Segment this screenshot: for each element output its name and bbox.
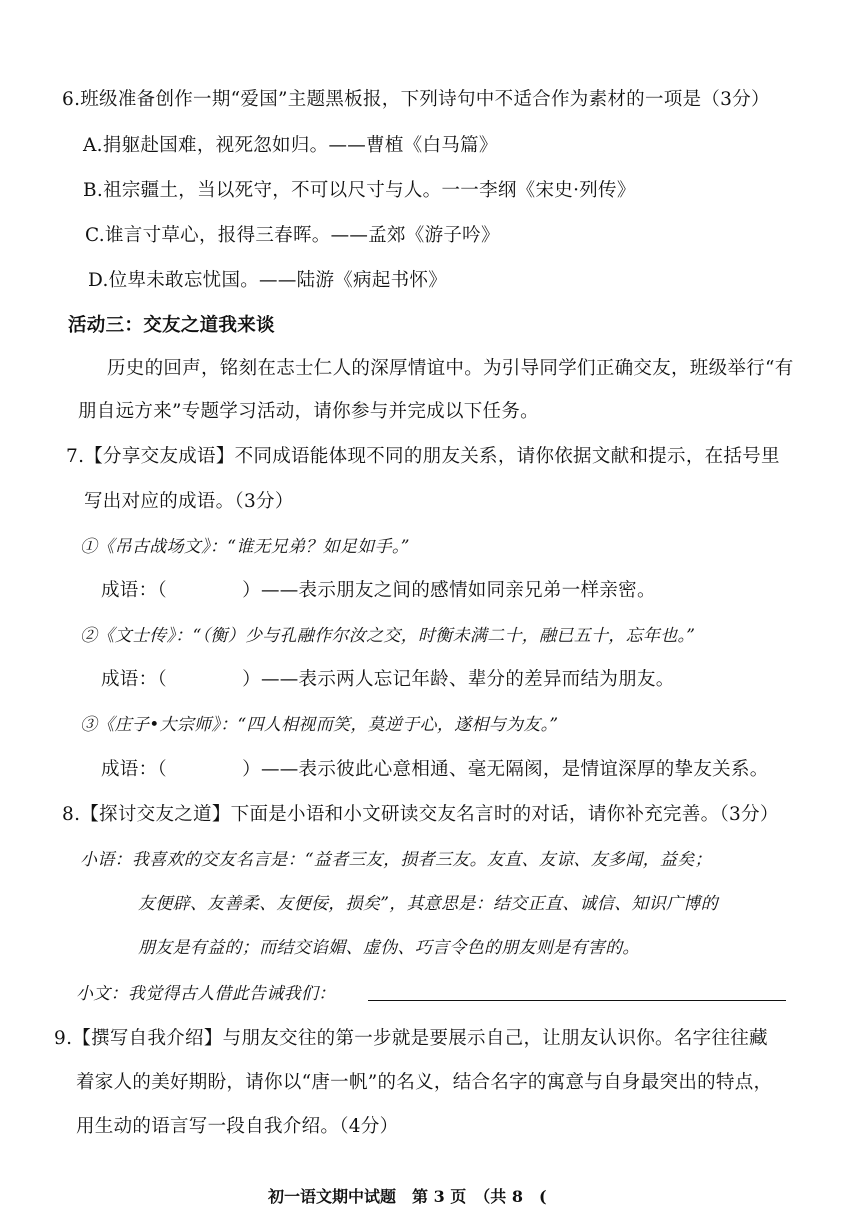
q7-answer-3: 成语：（ ）——表示彼此心意相通、毫无隔阂，是情谊深厚的挚友关系。 <box>101 759 769 780</box>
activity3-intro-line2: 朋自远方来”专题学习活动，请你参与并完成以下任务。 <box>78 401 539 422</box>
activity3-intro-line1: 历史的回声，铭刻在志士仁人的深厚情谊中。为引导同学们正确交友，班级举行“有 <box>107 358 794 379</box>
q7-stem-line1: 7.【分享交友成语】不同成语能体现不同的朋友关系，请你依据文献和提示，在括号里 <box>66 446 780 467</box>
q6-option-c: C.谁言寸草心，报得三春晖。——孟郊《游子吟》 <box>85 225 500 246</box>
q9-stem-line1: 9.【撰写自我介绍】与朋友交往的第一步就是要展示自己，让朋友认识你。名字往往藏 <box>54 1028 768 1049</box>
q6-option-a: A.捐躯赴国难，视死忽如归。——曹植《白马篇》 <box>83 135 498 156</box>
activity3-heading: 活动三：交友之道我来谈 <box>68 315 275 336</box>
q9-stem-line2: 着家人的美好期盼，请你以“唐一帆”的名义，结合名字的寓意与自身最突出的特点， <box>76 1072 773 1093</box>
q6-stem: 6.班级准备创作一期“爱国”主题黑板报，下列诗句中不适合作为素材的一项是（3分） <box>62 89 770 110</box>
q8-xiaoyu-line2: 友便辟、友善柔、友便佞，损矣”，其意思是：结交正直、诚信、知识广博的 <box>138 894 718 914</box>
q7-answer-1: 成语：（ ）——表示朋友之间的感情如同亲兄弟一样亲密。 <box>101 580 656 601</box>
q7-stem-line2: 写出对应的成语。（3分） <box>84 491 294 512</box>
q8-xiaoyu-line3: 朋友是有益的；而结交谄媚、虚伪、巧言令色的朋友则是有害的。 <box>138 938 640 958</box>
q6-option-b: B.祖宗疆土，当以死守，不可以尺寸与人。一一李纲《宋史·列传》 <box>83 180 636 201</box>
q8-xiaoyu-line1: 小语：我喜欢的交友名言是：“益者三友，损者三友。友直、友谅、友多闻，益矣； <box>80 850 712 870</box>
q8-answer-line[interactable] <box>368 1000 786 1001</box>
q9-stem-line3: 用生动的语言写一段自我介绍。（4分） <box>76 1116 399 1137</box>
q7-quote-2: ②《文士传》：“（衡）少与孔融作尔汝之交，时衡未满二十，融已五十，忘年也。” <box>80 626 696 646</box>
q8-xiaowen-prompt: 小文：我觉得古人借此告诫我们： <box>76 984 336 1004</box>
q7-answer-2: 成语：（ ）——表示两人忘记年龄、辈分的差异而结为朋友。 <box>101 669 675 690</box>
q6-option-d: D.位卑未敢忘忧国。——陆游《病起书怀》 <box>88 270 448 291</box>
page-footer: 初一语文期中试题 第 3 页 （共 8 ( <box>268 1187 547 1206</box>
q7-quote-1: ①《吊古战场文》：“谁无兄弟？如足如手。” <box>80 537 410 557</box>
q7-quote-3: ③《庄子•大宗师》：“四人相视而笑，莫逆于心，遂相与为友。” <box>80 715 559 735</box>
q8-stem: 8.【探讨交友之道】下面是小语和小文研读交友名言时的对话，请你补充完善。（3分） <box>62 804 779 825</box>
